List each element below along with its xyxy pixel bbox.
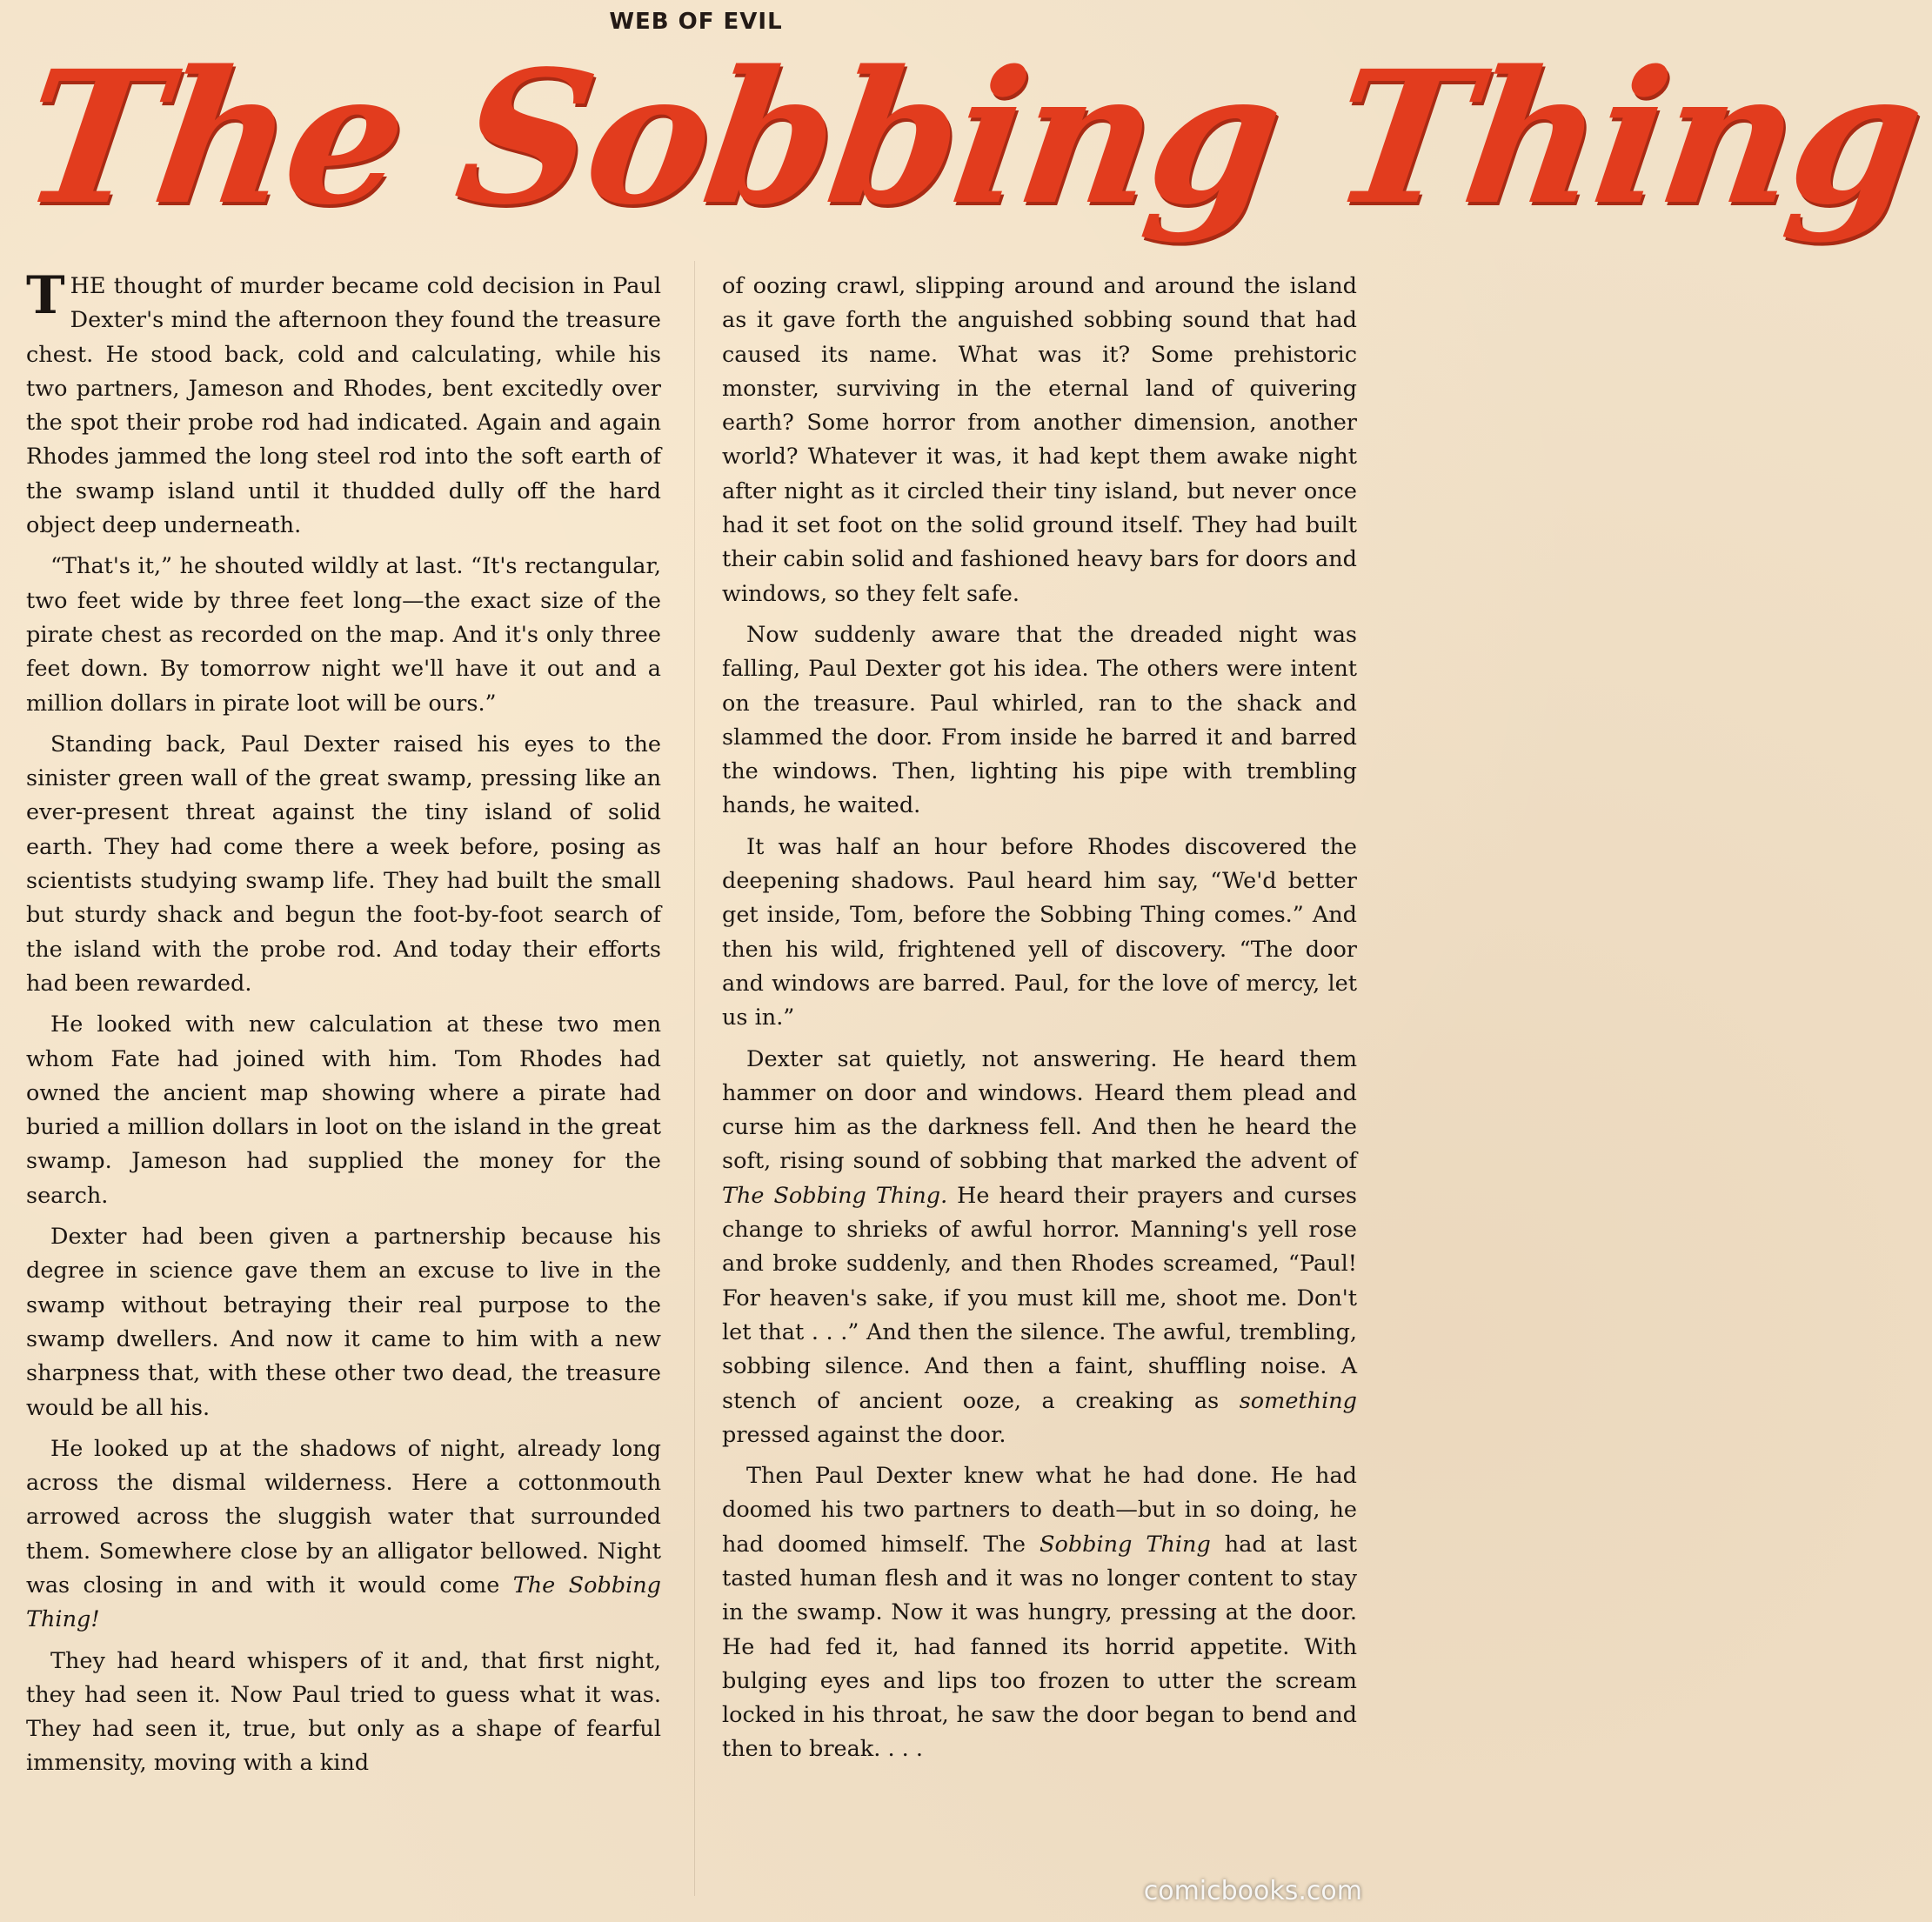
story-paragraph: “That's it,” he shouted wildly at last. “It's rectangular, two feet wide by three feet long—the exact size of the pirate chest as recorded on the map. And it's only three feet down. By tomorrow night we'll have it out and a million dollars in pirate loot will be ours.”	[26, 553, 661, 717]
italic-title-ref: Sobbing Thing	[1040, 1531, 1211, 1558]
story-paragraph: Dexter had been given a partnership because his degree in science gave them an excuse to live in the swamp without betraying their real purpose to the swamp dwellers. And now it came to him with a new sharpness that, with these other two dead, the treasure would be all his.	[26, 1224, 661, 1421]
drop-cap: T	[26, 265, 65, 326]
column-divider	[694, 261, 695, 1896]
story-column-left	[26, 265, 662, 1788]
story-paragraph: Standing back, Paul Dexter raised his eyes to the sinister green wall of the great swamp, pressing like an ever-present threat against the tiny island of solid earth. They had come there a week before, posing as scientists studying swamp life. They had built the small but sturdy shack and begun the foot-by-foot search of the island with the probe rod. And today their efforts had been rewarded.	[26, 731, 661, 997]
running-head: WEB OF EVIL	[609, 9, 783, 35]
story-paragraph: Dexter sat quietly, not answering. He heard them hammer on door and windows. Heard them plead and curse him as the darkness fell. And then he heard the soft, rising sound of sobbing that marked the advent of The Sobbing Thing. He heard their prayers and curses change to shrieks of awful horror. Manning's yell rose and broke suddenly, and then Rhodes screamed, “Paul! For heaven's sake, if you must kill me, shoot me. Don't let that . . .” And then the silence. The awful, trembling, sobbing silence. And then a faint, shuffling noise. A stench of ancient ooze, a creaking as something pressed against the door.	[722, 1045, 1357, 1448]
story-paragraph: Now suddenly aware that the dreaded night was falling, Paul Dexter got his idea. The others were intent on the treasure. Paul whirled, ran to the shack and slammed the door. From inside he barred it and barred the windows. Then, lighting his pipe with trembling hands, he waited.	[722, 621, 1357, 819]
italic-title-ref: The Sobbing Thing!	[26, 1572, 662, 1633]
story-paragraph: of oozing crawl, slipping around and around the island as it gave forth the anguished sobbing sound that had caused its name. What was it? Some prehistoric monster, surviving in the eternal land of quivering earth? Some horror from another dimension, another world? Whatever it was, it had kept them awake night after night as it circled their tiny island, but never once had it set foot on the solid ground itself. They had built their cabin solid and fashioned heavy bars for doors and windows, so they felt safe.	[722, 273, 1357, 607]
italic-title-ref: The Sobbing Thing.	[722, 1182, 948, 1209]
italic-word: something	[1239, 1387, 1357, 1414]
story-column-right	[722, 270, 1357, 1774]
story-paragraph: It was half an hour before Rhodes discovered the deepening shadows. Paul heard him say, “We'd better get inside, Tom, before the Sobbing Thing comes.” And then his wild, frightened yell of discovery. “The door and windows are barred. Paul, for the love of mercy, let us in.”	[722, 833, 1357, 1031]
story-title: The Sobbing Thing	[10, 30, 1932, 245]
story-paragraph: He looked up at the shadows of night, already long across the dismal wilderness. Here a cottonmouth arrowed across the sluggish water that surrounded them. Somewhere close by an alligator bellowed. Night was closing in and with it would come The Sobbing Thing!	[26, 1435, 662, 1633]
story-paragraph: They had heard whispers of it and, that first night, they had seen it. Now Paul tried to guess what it was. They had seen it, true, but only as a shape of fearful immensity, moving with a kind	[26, 1647, 661, 1777]
story-paragraph: THE thought of murder became cold decision in Paul Dexter's mind the afternoon they found the treasure chest. He stood back, cold and calculating, while his two partners, Jameson and Rhodes, bent excitedly over the spot their probe rod had indicated. Again and again Rhodes jammed the long steel rod into the soft earth of the swamp island until it thudded dully off the hard object deep underneath.	[26, 265, 661, 539]
story-paragraph: Then Paul Dexter knew what he had done. He had doomed his two partners to death—but in so doing, he had doomed himself. The Sobbing Thing had at last tasted human flesh and it was no longer content to stay in the swamp. Now it was hungry, pressing at the door. He had fed it, had fanned its horrid appetite. With bulging eyes and lips too frozen to utter the scream locked in his throat, he saw the door began to bend and then to break. . . .	[722, 1463, 1357, 1763]
watermark: comicbooks.com	[1143, 1876, 1362, 1906]
story-paragraph: He looked with new calculation at these two men whom Fate had joined with him. Tom Rhodes had owned the ancient map showing where a pirate had buried a million dollars in loot on the island in the great swamp. Jameson had supplied the money for the search.	[26, 1011, 661, 1209]
